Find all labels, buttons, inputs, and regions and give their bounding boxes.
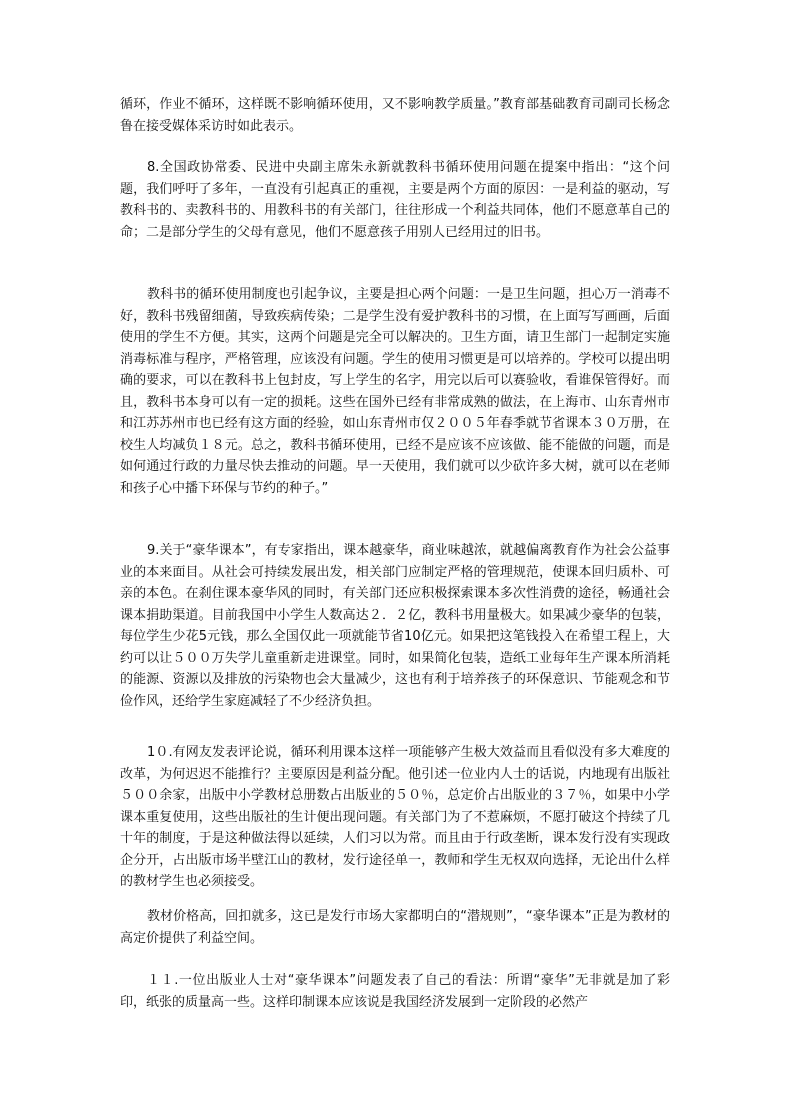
- paragraph-item-10: 1０.有网友发表评论说，循环利用课本这样一项能够产生极大效益而且看似没有多大难度的改革，为何迟迟不能推行？主要原因是利益分配。他引述一位业内人士的话说，内地现有出版社５００余家，出版中小学教材总册数占出版业的５０％，总定价占出版业的３７％，如果中小学课本重复使用，这些出版社的生计便出现问题。有关部门为了不惹麻烦，不愿打破这个持续了几十年的制度，于是这种做法得以延续，人们习以为常。而且由于行政垄断，课本发行没有实现政企分开，占出版市场半壁江山的教材，发行途径单一，教师和学生无权双向选择，无论出什么样的教材学生也必须接受。: [120, 745, 670, 889]
- paragraph-textbook-recycling: 教科书的循环使用制度也引起争议，主要是担心两个问题：一是卫生问题，担心万一消毒不好，教科书残留细菌，导致疾病传染；二是学生没有爱护教科书的习惯，在上面写写画画，后面使用的学生不方便。其实，这两个问题是完全可以解决的。卫生方面，请卫生部门一起制定实施消毒标准与程序，严格管理，应该没有问题。学生的使用习惯更是可以培养的。学校可以提出明确的要求，可以在教科书上包封皮，写上学生的名字，用完以后可以赛验收，看谁保管得好。而且，教科书本身可以有一定的损耗。这些在国外已经有非常成熟的做法，在上海市、山东青州市和江苏苏州市也已经有这方面的经验，如山东青州市仅２００５年春季就节省课本３０万册，在校生人均减负１８元。总之，教科书循环使用，已经不是应该不应该做、能不能做的问题，而是如何通过行政的力量尽快去推动的问题。早一天使用，我们就可以少砍许多大树，就可以在老师和孩子心中播下环保与节约的种子。”: [120, 287, 670, 496]
- paragraph-item-8: 8.全国政协常委、民进中央副主席朱永新就教科书循环使用问题在提案中指出：“这个问题，我们呼吁了多年，一直没有引起真正的重视，主要是两个方面的原因：一是利益的驱动，写教科书的、卖教科书的、用教科书的有关部门，往往形成一个利益共同体，他们不愿意革自己的命；二是部分学生的父母有意见，他们不愿意孩子用别人已经用过的旧书。: [120, 160, 670, 240]
- paragraph-textbook-price: 教材价格高，回扣就多，这已是发行市场大家都明白的“潜规则”，“豪华课本”正是为教材的高定价提供了利益空间。: [120, 909, 670, 946]
- paragraph-item-11: １１.一位出版业人士对“豪华课本”问题发表了自己的看法：所谓“豪华”无非就是加了彩印，纸张的质量高一些。这样印制课本应该说是我国经济发展到一定阶段的必然产: [120, 973, 670, 1010]
- paragraph-item-9: 9.关于“豪华课本”，有专家指出，课本越豪华，商业味越浓，就越偏离教育作为社会公益事业的本来面目。从社会可持续发展出发，相关部门应制定严格的管理规范，使课本回归质朴、可亲的本色。在刹住课本豪华风的同时，有关部门还应积极探索课本多次性消费的途径，畅通社会课本捐助渠道。目前我国中小学生人数高达２．２亿，教科书用量极大。如果减少豪华的包装，每位学生少花5元钱，那么全国仅此一项就能节省10亿元。如果把这笔钱投入在希望工程上，大约可以让５００万失学儿童重新走进课堂。同时，如果简化包装，造纸工业每年生产课本所消耗的能源、资源以及排放的污染物也会大量减少，这也有利于培养孩子的环保意识、节能观念和节俭作风，还给学生家庭减轻了不少经济负担。: [120, 543, 670, 709]
- paragraph-continuation: 循环，作业不循环，这样既不影响循环使用，又不影响教学质量。”教育部基础教育司副司长杨念鲁在接受媒体采访时如此表示。: [120, 97, 670, 134]
